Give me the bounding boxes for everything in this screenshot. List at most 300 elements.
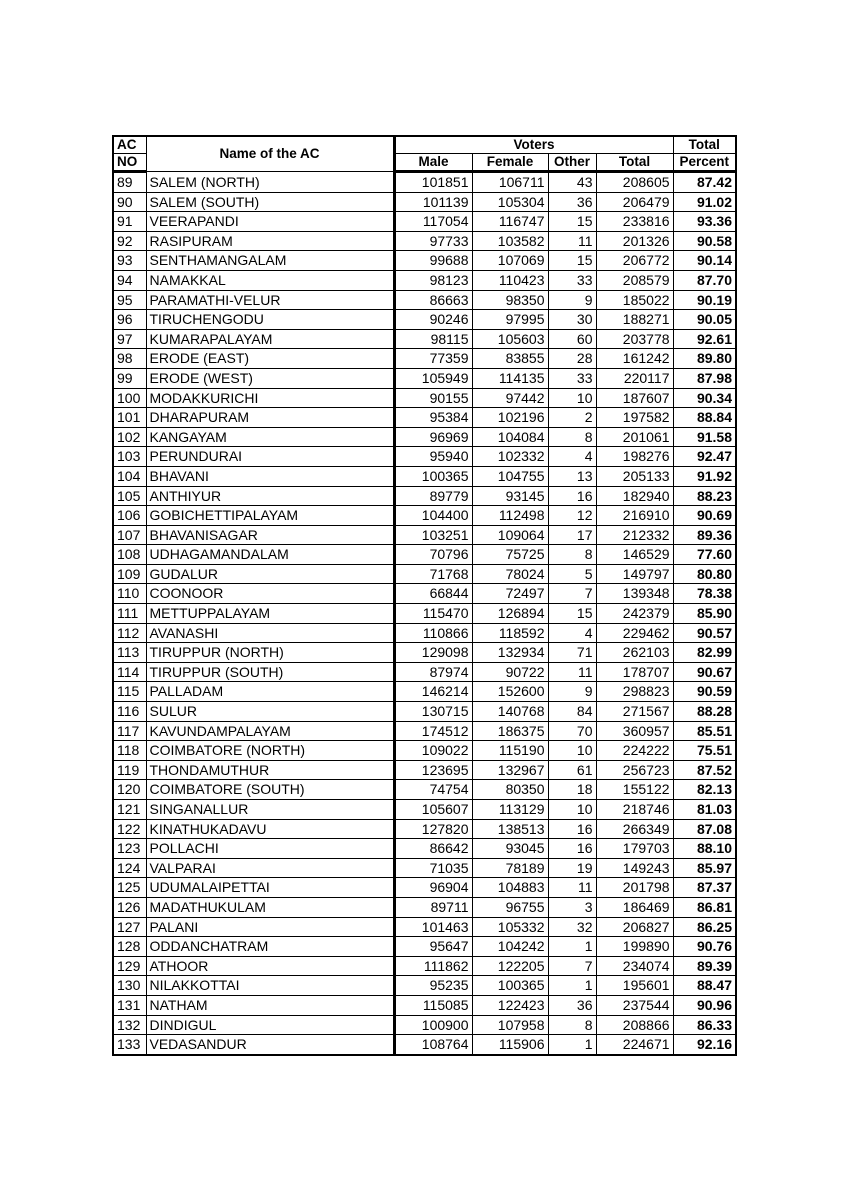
other-cell: 18 bbox=[548, 780, 596, 800]
male-cell: 96904 bbox=[394, 878, 472, 898]
ac-no-cell: 123 bbox=[113, 839, 146, 859]
female-cell: 112498 bbox=[472, 506, 548, 526]
female-cell: 75725 bbox=[472, 545, 548, 565]
total-cell: 187607 bbox=[596, 388, 673, 408]
total-cell: 149797 bbox=[596, 564, 673, 584]
percent-cell: 89.39 bbox=[673, 956, 736, 976]
male-cell: 130715 bbox=[394, 702, 472, 722]
percent-cell: 88.23 bbox=[673, 486, 736, 506]
female-cell: 115190 bbox=[472, 741, 548, 761]
percent-cell: 85.97 bbox=[673, 858, 736, 878]
female-cell: 80350 bbox=[472, 780, 548, 800]
ac-no-cell: 100 bbox=[113, 388, 146, 408]
total-cell: 206827 bbox=[596, 917, 673, 937]
total-cell: 218746 bbox=[596, 800, 673, 820]
table-row bbox=[113, 270, 736, 290]
male-cell: 90246 bbox=[394, 310, 472, 330]
female-cell: 126894 bbox=[472, 604, 548, 624]
percent-cell: 92.47 bbox=[673, 447, 736, 467]
percent-cell: 91.58 bbox=[673, 427, 736, 447]
ac-no-cell: 128 bbox=[113, 937, 146, 957]
ac-name-cell: SULUR bbox=[146, 702, 394, 722]
table-row bbox=[113, 741, 736, 761]
total-cell: 149243 bbox=[596, 858, 673, 878]
percent-cell: 88.47 bbox=[673, 976, 736, 996]
total-cell: 242379 bbox=[596, 604, 673, 624]
ac-no-cell: 121 bbox=[113, 800, 146, 820]
header-total: Total bbox=[596, 154, 673, 172]
percent-cell: 91.92 bbox=[673, 466, 736, 486]
other-cell: 7 bbox=[548, 956, 596, 976]
ac-name-cell: VEERAPANDI bbox=[146, 212, 394, 232]
other-cell: 84 bbox=[548, 702, 596, 722]
ac-no-cell: 124 bbox=[113, 858, 146, 878]
ac-name-cell: COIMBATORE (SOUTH) bbox=[146, 780, 394, 800]
table-row bbox=[113, 995, 736, 1015]
table-row bbox=[113, 819, 736, 839]
ac-name-cell: BHAVANISAGAR bbox=[146, 525, 394, 545]
total-cell: 201798 bbox=[596, 878, 673, 898]
table-row bbox=[113, 486, 736, 506]
table-row bbox=[113, 584, 736, 604]
percent-cell: 90.19 bbox=[673, 290, 736, 310]
other-cell: 43 bbox=[548, 172, 596, 193]
female-cell: 114135 bbox=[472, 368, 548, 388]
other-cell: 16 bbox=[548, 839, 596, 859]
female-cell: 102332 bbox=[472, 447, 548, 467]
ac-name-cell: ERODE (WEST) bbox=[146, 368, 394, 388]
other-cell: 4 bbox=[548, 623, 596, 643]
total-cell: 203778 bbox=[596, 329, 673, 349]
ac-name-cell: KAVUNDAMPALAYAM bbox=[146, 721, 394, 741]
male-cell: 104400 bbox=[394, 506, 472, 526]
male-cell: 66844 bbox=[394, 584, 472, 604]
other-cell: 36 bbox=[548, 995, 596, 1015]
ac-no-cell: 120 bbox=[113, 780, 146, 800]
table-row bbox=[113, 1015, 736, 1035]
female-cell: 104242 bbox=[472, 937, 548, 957]
percent-cell: 82.99 bbox=[673, 643, 736, 663]
ac-no-cell: 116 bbox=[113, 702, 146, 722]
male-cell: 87974 bbox=[394, 662, 472, 682]
total-cell: 197582 bbox=[596, 408, 673, 428]
male-cell: 108764 bbox=[394, 1035, 472, 1055]
table-row bbox=[113, 604, 736, 624]
ac-no-cell: 90 bbox=[113, 192, 146, 212]
female-cell: 83855 bbox=[472, 349, 548, 369]
ac-name-cell: DINDIGUL bbox=[146, 1015, 394, 1035]
ac-name-cell: TIRUPPUR (NORTH) bbox=[146, 643, 394, 663]
total-cell: 208605 bbox=[596, 172, 673, 193]
table-row bbox=[113, 172, 736, 193]
ac-name-cell: NAMAKKAL bbox=[146, 270, 394, 290]
ac-no-cell: 129 bbox=[113, 956, 146, 976]
ac-name-cell: AVANASHI bbox=[146, 623, 394, 643]
header-ac-no-top: AC bbox=[113, 136, 146, 154]
percent-cell: 90.14 bbox=[673, 251, 736, 271]
other-cell: 16 bbox=[548, 819, 596, 839]
ac-no-cell: 132 bbox=[113, 1015, 146, 1035]
percent-cell: 91.02 bbox=[673, 192, 736, 212]
ac-no-cell: 105 bbox=[113, 486, 146, 506]
ac-name-cell: SENTHAMANGALAM bbox=[146, 251, 394, 271]
percent-cell: 90.69 bbox=[673, 506, 736, 526]
ac-no-cell: 130 bbox=[113, 976, 146, 996]
ac-no-cell: 99 bbox=[113, 368, 146, 388]
female-cell: 152600 bbox=[472, 682, 548, 702]
ac-name-cell: DHARAPURAM bbox=[146, 408, 394, 428]
other-cell: 2 bbox=[548, 408, 596, 428]
total-cell: 237544 bbox=[596, 995, 673, 1015]
male-cell: 100900 bbox=[394, 1015, 472, 1035]
voter-turnout-table bbox=[112, 135, 737, 1056]
header-other: Other bbox=[548, 154, 596, 172]
female-cell: 98350 bbox=[472, 290, 548, 310]
ac-no-cell: 96 bbox=[113, 310, 146, 330]
total-cell: 179703 bbox=[596, 839, 673, 859]
table-row bbox=[113, 897, 736, 917]
other-cell: 32 bbox=[548, 917, 596, 937]
other-cell: 8 bbox=[548, 545, 596, 565]
ac-no-cell: 131 bbox=[113, 995, 146, 1015]
percent-cell: 92.16 bbox=[673, 1035, 736, 1055]
female-cell: 122205 bbox=[472, 956, 548, 976]
male-cell: 99688 bbox=[394, 251, 472, 271]
table-row bbox=[113, 878, 736, 898]
header-ac-name: Name of the AC bbox=[146, 136, 394, 172]
percent-cell: 86.25 bbox=[673, 917, 736, 937]
female-cell: 100365 bbox=[472, 976, 548, 996]
other-cell: 61 bbox=[548, 760, 596, 780]
table-row bbox=[113, 721, 736, 741]
ac-no-cell: 111 bbox=[113, 604, 146, 624]
other-cell: 9 bbox=[548, 682, 596, 702]
other-cell: 10 bbox=[548, 388, 596, 408]
female-cell: 104883 bbox=[472, 878, 548, 898]
female-cell: 105603 bbox=[472, 329, 548, 349]
other-cell: 30 bbox=[548, 310, 596, 330]
other-cell: 15 bbox=[548, 251, 596, 271]
percent-cell: 81.03 bbox=[673, 800, 736, 820]
female-cell: 107958 bbox=[472, 1015, 548, 1035]
other-cell: 17 bbox=[548, 525, 596, 545]
total-cell: 224671 bbox=[596, 1035, 673, 1055]
percent-cell: 82.13 bbox=[673, 780, 736, 800]
percent-cell: 93.36 bbox=[673, 212, 736, 232]
percent-cell: 89.80 bbox=[673, 349, 736, 369]
ac-no-cell: 95 bbox=[113, 290, 146, 310]
other-cell: 12 bbox=[548, 506, 596, 526]
ac-name-cell: THONDAMUTHUR bbox=[146, 760, 394, 780]
ac-no-cell: 94 bbox=[113, 270, 146, 290]
female-cell: 105304 bbox=[472, 192, 548, 212]
male-cell: 71035 bbox=[394, 858, 472, 878]
other-cell: 10 bbox=[548, 741, 596, 761]
ac-no-cell: 101 bbox=[113, 408, 146, 428]
total-cell: 229462 bbox=[596, 623, 673, 643]
male-cell: 115085 bbox=[394, 995, 472, 1015]
male-cell: 109022 bbox=[394, 741, 472, 761]
ac-no-cell: 92 bbox=[113, 231, 146, 251]
total-cell: 186469 bbox=[596, 897, 673, 917]
other-cell: 8 bbox=[548, 1015, 596, 1035]
male-cell: 129098 bbox=[394, 643, 472, 663]
total-cell: 208579 bbox=[596, 270, 673, 290]
percent-cell: 90.57 bbox=[673, 623, 736, 643]
ac-name-cell: RASIPURAM bbox=[146, 231, 394, 251]
ac-no-cell: 98 bbox=[113, 349, 146, 369]
other-cell: 15 bbox=[548, 604, 596, 624]
male-cell: 86663 bbox=[394, 290, 472, 310]
ac-no-cell: 114 bbox=[113, 662, 146, 682]
other-cell: 11 bbox=[548, 878, 596, 898]
header-voters: Voters bbox=[394, 136, 673, 154]
table-row bbox=[113, 329, 736, 349]
male-cell: 115470 bbox=[394, 604, 472, 624]
ac-name-cell: GUDALUR bbox=[146, 564, 394, 584]
female-cell: 97995 bbox=[472, 310, 548, 330]
table-row bbox=[113, 643, 736, 663]
female-cell: 115906 bbox=[472, 1035, 548, 1055]
ac-name-cell: KINATHUKADAVU bbox=[146, 819, 394, 839]
female-cell: 103582 bbox=[472, 231, 548, 251]
female-cell: 78024 bbox=[472, 564, 548, 584]
other-cell: 9 bbox=[548, 290, 596, 310]
percent-cell: 80.80 bbox=[673, 564, 736, 584]
ac-no-cell: 112 bbox=[113, 623, 146, 643]
other-cell: 13 bbox=[548, 466, 596, 486]
ac-no-cell: 103 bbox=[113, 447, 146, 467]
male-cell: 101139 bbox=[394, 192, 472, 212]
percent-cell: 85.90 bbox=[673, 604, 736, 624]
ac-no-cell: 126 bbox=[113, 897, 146, 917]
female-cell: 97442 bbox=[472, 388, 548, 408]
percent-cell: 87.52 bbox=[673, 760, 736, 780]
total-cell: 146529 bbox=[596, 545, 673, 565]
table-row bbox=[113, 839, 736, 859]
ac-name-cell: ODDANCHATRAM bbox=[146, 937, 394, 957]
ac-name-cell: SALEM (SOUTH) bbox=[146, 192, 394, 212]
male-cell: 117054 bbox=[394, 212, 472, 232]
table-row bbox=[113, 310, 736, 330]
table-row bbox=[113, 976, 736, 996]
table-row bbox=[113, 506, 736, 526]
total-cell: 185022 bbox=[596, 290, 673, 310]
table-row bbox=[113, 525, 736, 545]
other-cell: 19 bbox=[548, 858, 596, 878]
ac-name-cell: SALEM (NORTH) bbox=[146, 172, 394, 193]
ac-no-cell: 125 bbox=[113, 878, 146, 898]
male-cell: 77359 bbox=[394, 349, 472, 369]
total-cell: 155122 bbox=[596, 780, 673, 800]
ac-name-cell: COONOOR bbox=[146, 584, 394, 604]
ac-name-cell: COIMBATORE (NORTH) bbox=[146, 741, 394, 761]
percent-cell: 90.96 bbox=[673, 995, 736, 1015]
male-cell: 95647 bbox=[394, 937, 472, 957]
percent-cell: 77.60 bbox=[673, 545, 736, 565]
male-cell: 96969 bbox=[394, 427, 472, 447]
other-cell: 15 bbox=[548, 212, 596, 232]
ac-no-cell: 115 bbox=[113, 682, 146, 702]
ac-name-cell: SINGANALLUR bbox=[146, 800, 394, 820]
header-total-percent-bottom: Percent bbox=[673, 154, 736, 172]
header-female: Female bbox=[472, 154, 548, 172]
other-cell: 10 bbox=[548, 800, 596, 820]
ac-name-cell: KANGAYAM bbox=[146, 427, 394, 447]
ac-no-cell: 104 bbox=[113, 466, 146, 486]
percent-cell: 87.42 bbox=[673, 172, 736, 193]
total-cell: 206479 bbox=[596, 192, 673, 212]
male-cell: 90155 bbox=[394, 388, 472, 408]
female-cell: 140768 bbox=[472, 702, 548, 722]
percent-cell: 88.10 bbox=[673, 839, 736, 859]
other-cell: 8 bbox=[548, 427, 596, 447]
ac-name-cell: ATHOOR bbox=[146, 956, 394, 976]
male-cell: 71768 bbox=[394, 564, 472, 584]
ac-name-cell: TIRUCHENGODU bbox=[146, 310, 394, 330]
total-cell: 266349 bbox=[596, 819, 673, 839]
female-cell: 132934 bbox=[472, 643, 548, 663]
percent-cell: 90.05 bbox=[673, 310, 736, 330]
total-cell: 234074 bbox=[596, 956, 673, 976]
total-cell: 360957 bbox=[596, 721, 673, 741]
other-cell: 33 bbox=[548, 368, 596, 388]
table-row bbox=[113, 623, 736, 643]
total-cell: 271567 bbox=[596, 702, 673, 722]
male-cell: 101851 bbox=[394, 172, 472, 193]
female-cell: 118592 bbox=[472, 623, 548, 643]
total-cell: 262103 bbox=[596, 643, 673, 663]
ac-no-cell: 91 bbox=[113, 212, 146, 232]
total-cell: 195601 bbox=[596, 976, 673, 996]
ac-no-cell: 106 bbox=[113, 506, 146, 526]
table-row bbox=[113, 564, 736, 584]
ac-name-cell: ERODE (EAST) bbox=[146, 349, 394, 369]
total-cell: 201061 bbox=[596, 427, 673, 447]
table-body bbox=[113, 172, 736, 1055]
total-cell: 206772 bbox=[596, 251, 673, 271]
table-row bbox=[113, 858, 736, 878]
male-cell: 105949 bbox=[394, 368, 472, 388]
ac-name-cell: ANTHIYUR bbox=[146, 486, 394, 506]
total-cell: 216910 bbox=[596, 506, 673, 526]
other-cell: 1 bbox=[548, 976, 596, 996]
ac-name-cell: MODAKKURICHI bbox=[146, 388, 394, 408]
ac-no-cell: 133 bbox=[113, 1035, 146, 1055]
female-cell: 93145 bbox=[472, 486, 548, 506]
total-cell: 298823 bbox=[596, 682, 673, 702]
ac-name-cell: PALANI bbox=[146, 917, 394, 937]
female-cell: 93045 bbox=[472, 839, 548, 859]
ac-no-cell: 97 bbox=[113, 329, 146, 349]
table-row bbox=[113, 251, 736, 271]
header-ac-no-bottom: NO bbox=[113, 154, 146, 172]
other-cell: 70 bbox=[548, 721, 596, 741]
total-cell: 220117 bbox=[596, 368, 673, 388]
table-row bbox=[113, 545, 736, 565]
male-cell: 74754 bbox=[394, 780, 472, 800]
total-cell: 139348 bbox=[596, 584, 673, 604]
ac-no-cell: 113 bbox=[113, 643, 146, 663]
percent-cell: 90.59 bbox=[673, 682, 736, 702]
ac-no-cell: 110 bbox=[113, 584, 146, 604]
total-cell: 199890 bbox=[596, 937, 673, 957]
table-row bbox=[113, 702, 736, 722]
total-cell: 233816 bbox=[596, 212, 673, 232]
ac-no-cell: 108 bbox=[113, 545, 146, 565]
other-cell: 71 bbox=[548, 643, 596, 663]
total-cell: 212332 bbox=[596, 525, 673, 545]
male-cell: 98123 bbox=[394, 270, 472, 290]
other-cell: 1 bbox=[548, 937, 596, 957]
percent-cell: 88.84 bbox=[673, 408, 736, 428]
table-row bbox=[113, 447, 736, 467]
male-cell: 95940 bbox=[394, 447, 472, 467]
other-cell: 16 bbox=[548, 486, 596, 506]
ac-name-cell: METTUPPALAYAM bbox=[146, 604, 394, 624]
percent-cell: 92.61 bbox=[673, 329, 736, 349]
table-row bbox=[113, 408, 736, 428]
percent-cell: 89.36 bbox=[673, 525, 736, 545]
ac-name-cell: POLLACHI bbox=[146, 839, 394, 859]
percent-cell: 85.51 bbox=[673, 721, 736, 741]
other-cell: 11 bbox=[548, 662, 596, 682]
total-cell: 224222 bbox=[596, 741, 673, 761]
female-cell: 132967 bbox=[472, 760, 548, 780]
total-cell: 256723 bbox=[596, 760, 673, 780]
ac-no-cell: 102 bbox=[113, 427, 146, 447]
female-cell: 138513 bbox=[472, 819, 548, 839]
total-cell: 198276 bbox=[596, 447, 673, 467]
male-cell: 123695 bbox=[394, 760, 472, 780]
female-cell: 186375 bbox=[472, 721, 548, 741]
total-cell: 201326 bbox=[596, 231, 673, 251]
table-row bbox=[113, 192, 736, 212]
other-cell: 5 bbox=[548, 564, 596, 584]
other-cell: 7 bbox=[548, 584, 596, 604]
ac-no-cell: 117 bbox=[113, 721, 146, 741]
female-cell: 72497 bbox=[472, 584, 548, 604]
ac-no-cell: 93 bbox=[113, 251, 146, 271]
ac-name-cell: VALPARAI bbox=[146, 858, 394, 878]
other-cell: 36 bbox=[548, 192, 596, 212]
ac-no-cell: 119 bbox=[113, 760, 146, 780]
female-cell: 106711 bbox=[472, 172, 548, 193]
percent-cell: 87.37 bbox=[673, 878, 736, 898]
male-cell: 146214 bbox=[394, 682, 472, 702]
table-row bbox=[113, 800, 736, 820]
ac-name-cell: TIRUPPUR (SOUTH) bbox=[146, 662, 394, 682]
male-cell: 110866 bbox=[394, 623, 472, 643]
female-cell: 105332 bbox=[472, 917, 548, 937]
ac-name-cell: PERUNDURAI bbox=[146, 447, 394, 467]
male-cell: 127820 bbox=[394, 819, 472, 839]
other-cell: 4 bbox=[548, 447, 596, 467]
total-cell: 205133 bbox=[596, 466, 673, 486]
male-cell: 101463 bbox=[394, 917, 472, 937]
table-row bbox=[113, 682, 736, 702]
male-cell: 89711 bbox=[394, 897, 472, 917]
female-cell: 116747 bbox=[472, 212, 548, 232]
percent-cell: 86.81 bbox=[673, 897, 736, 917]
percent-cell: 90.34 bbox=[673, 388, 736, 408]
percent-cell: 90.67 bbox=[673, 662, 736, 682]
male-cell: 89779 bbox=[394, 486, 472, 506]
header-male: Male bbox=[394, 154, 472, 172]
male-cell: 86642 bbox=[394, 839, 472, 859]
ac-name-cell: MADATHUKULAM bbox=[146, 897, 394, 917]
percent-cell: 78.38 bbox=[673, 584, 736, 604]
